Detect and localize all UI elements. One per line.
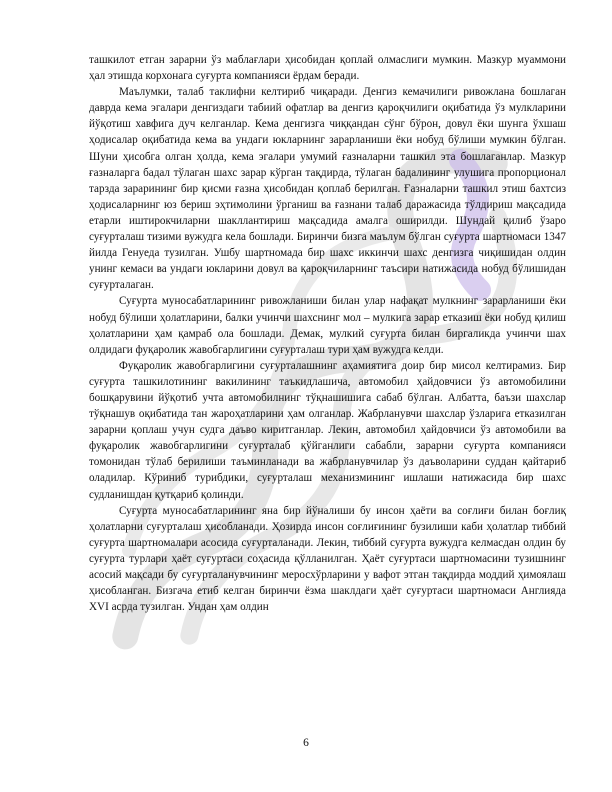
page-number: 6 [303,737,309,749]
body-text [89,52,566,615]
paragraph: Суғурта муносабатларининг яна бир йўналиши бу инсон ҳаёти ва соғлиғи билан боғлиқ ҳолатларни суғурталаш ҳисобланади. Ҳозирда инсон соғлиғининг бузилиши каби ҳолатлар тиббий суғурта шартномалари асосида суғурталанади. Лекин, тиббий суғурта вужудга келмасдан олдин бу суғурта турлари ҳаёт суғуртаси соҳасида қўлланилган. Ҳаёт суғуртаси шартномасини тузишнинг асосий мақсади бу суғурталанувчининг меросхўрларини у вафот этган тақдирда моддий ҳимоялаш ҳисобланган. Бизгача етиб келган биринчи ёзма шаклдаги ҳаёт суғуртаси шартномаси Англияда XVI асрда тузилган. Ундан ҳам олдин [89,504,566,614]
paragraph: ташкилот етган зарарни ўз маблағлари ҳисобидан қоплай олмаслиги мумкин. Мазкур муаммони ҳал этишда корхонага суғурта компанияси ёрдам беради. [89,54,566,83]
paragraph: Фуқаролик жавобгарлигини суғурталашнинг аҳамиятига доир бир мисол келтирамиз. Бир суғурта ташкилотининг вакилининг таъкидлашича, автомобил ҳайдовчиси ўз автомобилини бошқарувини йўқотиб учта автомобилнинг тўқнашишига сабаб бўлган. Албатта, баъзи шахслар тўқнашув оқибатида тан жароҳатларини ҳам олганлар. Жабрланувчи шахслар ўзларига етказилган зарарни қоплаш учун судга даъво киритганлар. Лекин, автомобил ҳайдовчиси ўз автомобили ва фуқаролик жавобгарлигини суғурталаб қўйганлиги сабабли, зарарни суғурта компанияси томонидан тўлаб берилиши таъминланади ва жабрланувчилар ўз даъволарини суддан қайтариб оладилар. Кўриниб турибдики, суғурталаш механизмининг ишлаши натижасида бир шахс судланишдан қутқариб қолинди. [89,359,566,501]
paragraph: Суғурта муносабатларининг ривожланиши билан улар нафақат мулкнинг зарарланиши ёки нобуд бўлиши ҳолатларини, балки учинчи шахснинг мол – мулкига зарар етказиш ёки нобуд қилиш ҳолатларини ҳам қамраб ола бошлади. Демак, мулкий суғурта билан биргаликда учинчи шах олдидаги фуқаролик жавобгарлигини суғурталаш тури ҳам вужудга келди. [89,295,566,356]
paragraph: Маълумки, талаб таклифни келтириб чиқаради. Денгиз кемачилиги ривожлана бошлаган даврда кема эгалари денгиздаги табиий офатлар ва денгиз қароқчилиги оқибатида ўз мулкларини йўқотиш хавфига дуч келганлар. Кема денгизга чиққандан сўнг бўрон, довул ёки шунга ўхшаш ҳодисалар оқибатида кема ва ундаги юкларнинг зарарланиши ёки нобуд бўлиши мумкин бўлган. Шуни ҳисобга олган ҳолда, кема эгалари умумий ғазналарни ташкил эта бошлаганлар. Мазкур ғазналарга бадал тўлаган шахс зарар кўрган тақдирда, тўлаган бадалининг улушига пропорционал тарзда зарарининг бир қисми ғазна ҳисобидан қоплаб берилган. Ғазналарни ташкил этиш бахтсиз ҳодисаларнинг юз бериш эҳтимолини ўрганиш ва ғазнани талаб даражасида тўлдириш мақсадида етарли иштирокчиларни шакллантириш мақсадида амалга оширилди. Шундай қилиб ўзаро суғурталаш тизими вужудга кела бошлади. Биринчи бизга маълум бўлган суғурта шартномаси 1347 йилда Генуеда тузилган. Ушбу шартномада бир шахс иккинчи шахс денгизга чиқишидан олдин унинг кемаси ва ундаги юкларини довул ва қароқчиларнинг таъсири натижасида нобуд бўлишидан суғурталаган. [89,86,566,292]
